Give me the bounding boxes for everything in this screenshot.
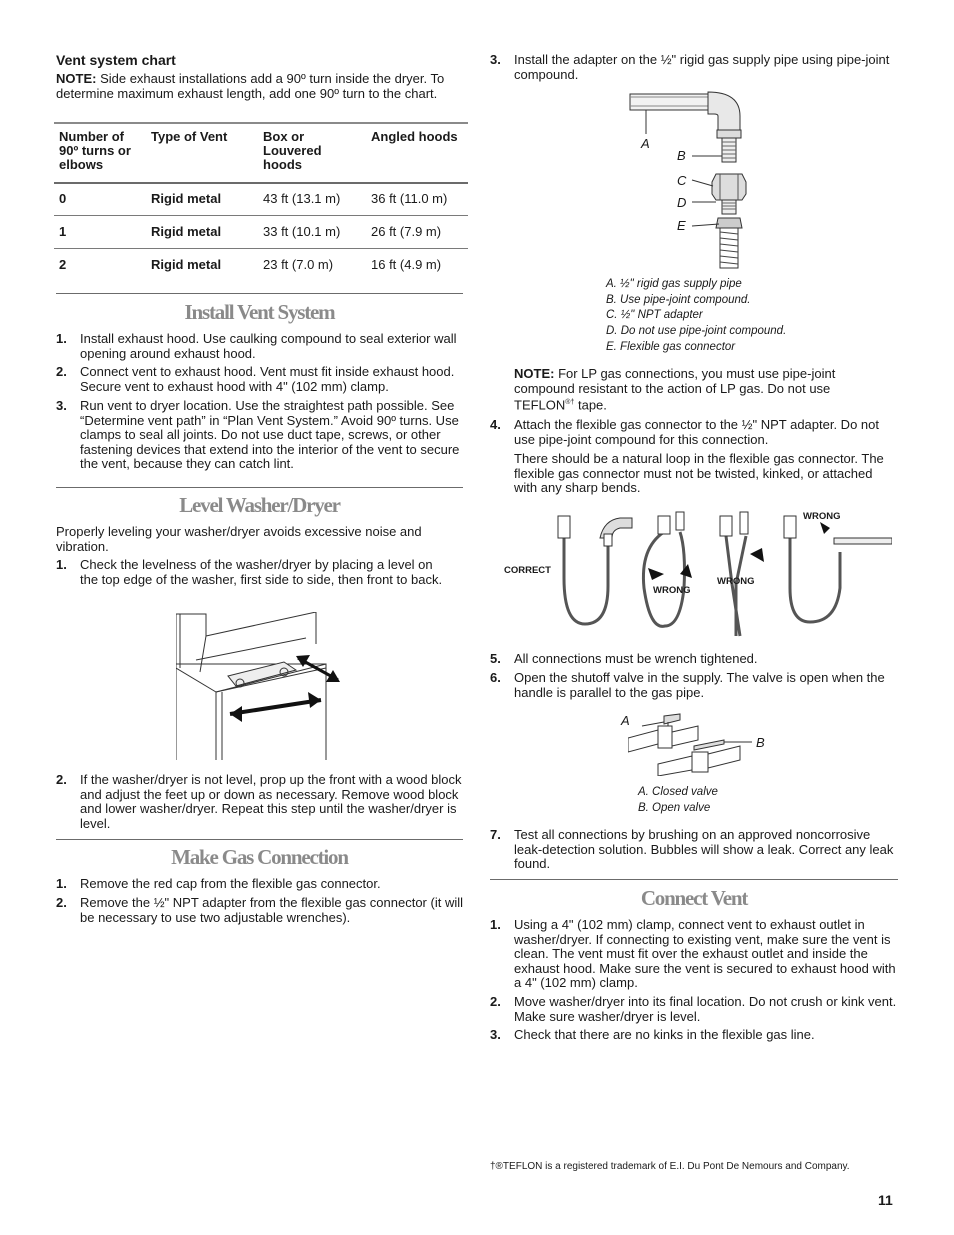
table-cell: 1 [54,216,146,249]
vent-chart-heading: Vent system chart [56,52,176,68]
caption-line: A. Closed valve [638,786,718,798]
table-cell: Rigid metal [146,183,258,216]
fig1-label-e: E [677,218,686,233]
table-cell: 36 ft (11.0 m) [366,183,468,216]
label-wrong-3: WRONG [803,511,841,522]
label-wrong-2: WRONG [717,576,755,587]
fig1-captions [606,277,866,356]
section-rule [56,293,463,294]
table-cell: Rigid metal [146,216,258,249]
caption-line: A. ½" rigid gas supply pipe [606,278,742,290]
level-title: Level Washer/Dryer [179,493,340,517]
table-header-row [54,124,468,180]
fig3-label-a: A [621,713,630,728]
column-header: Type of Vent [151,129,228,144]
gas-title: Make Gas Connection [171,845,348,869]
table-cell: 2 [59,256,67,272]
vent-chart-table [54,124,468,180]
teflon-footnote: †®TEFLON is a registered trademark of E.I. Du Pont De Nemours and Company. [490,1161,850,1172]
table-cell: 43 ft (13.1 m) [258,183,366,216]
table-cell: 26 ft (7.9 m) [366,216,468,249]
section-rule [56,487,463,488]
page-number: 11 [878,1192,893,1208]
vent-chart-note: NOTE: Side exhaust installations add a 90º turn inside the dryer. To determine maximum exhaust length, add one 90º turn to the chart. [56,71,445,101]
table-row [54,216,468,249]
lp-gas-note: NOTE: For LP gas connections, you must use pipe-joint compound resistant to the action of LP gas. Do not use TEFLON®† tape. [514,366,836,413]
fig3-label-b: B [756,735,765,750]
label-wrong-1: WRONG [653,585,691,596]
gas-step-4-extra: There should be a natural loop in the flexible gas connector. The flexible gas connector must not be twisted, kinked, or attached with any sharp bends. [514,451,884,495]
section-rule [490,879,898,880]
table-row [54,183,468,216]
table-row [54,249,468,282]
shutoff-valve-illustration [628,712,764,776]
level-intro: Properly leveling your washer/dryer avoids excessive noise and vibration. [56,524,422,554]
fig1-label-b: B [677,148,686,163]
connector-loop-illustration [540,508,892,640]
fig1-label-d: D [677,195,687,210]
column-header: Number of 90º turns or elbows [59,129,131,172]
label-correct: CORRECT [504,565,551,576]
section-rule [56,839,463,840]
caption-line: B. Use pipe-joint compound. [606,293,751,306]
table-cell: 16 ft (4.9 m) [371,256,442,272]
vent-chart-body [54,183,468,281]
caption-line: B. Open valve [638,801,711,814]
washer-level-illustration [176,612,350,762]
caption-line: E. Flexible gas connector [606,340,736,353]
table-cell: Rigid metal [151,256,222,272]
column-header: Box or Louvered hoods [263,129,322,172]
caption-line: C. ½" NPT adapter [606,309,703,322]
table-cell: 0 [54,183,146,216]
connect-vent-title: Connect Vent [640,886,748,910]
fig1-label-c: C [677,173,687,188]
install-vent-title: Install Vent System [184,300,335,324]
table-cell: 23 ft (7.0 m) [263,256,334,272]
table-cell: 33 ft (10.1 m) [258,216,366,249]
fig3-captions [638,785,838,816]
fig1-label-a: A [641,136,650,151]
column-header: Angled hoods [371,129,458,144]
caption-line: D. Do not use pipe-joint compound. [606,325,787,338]
